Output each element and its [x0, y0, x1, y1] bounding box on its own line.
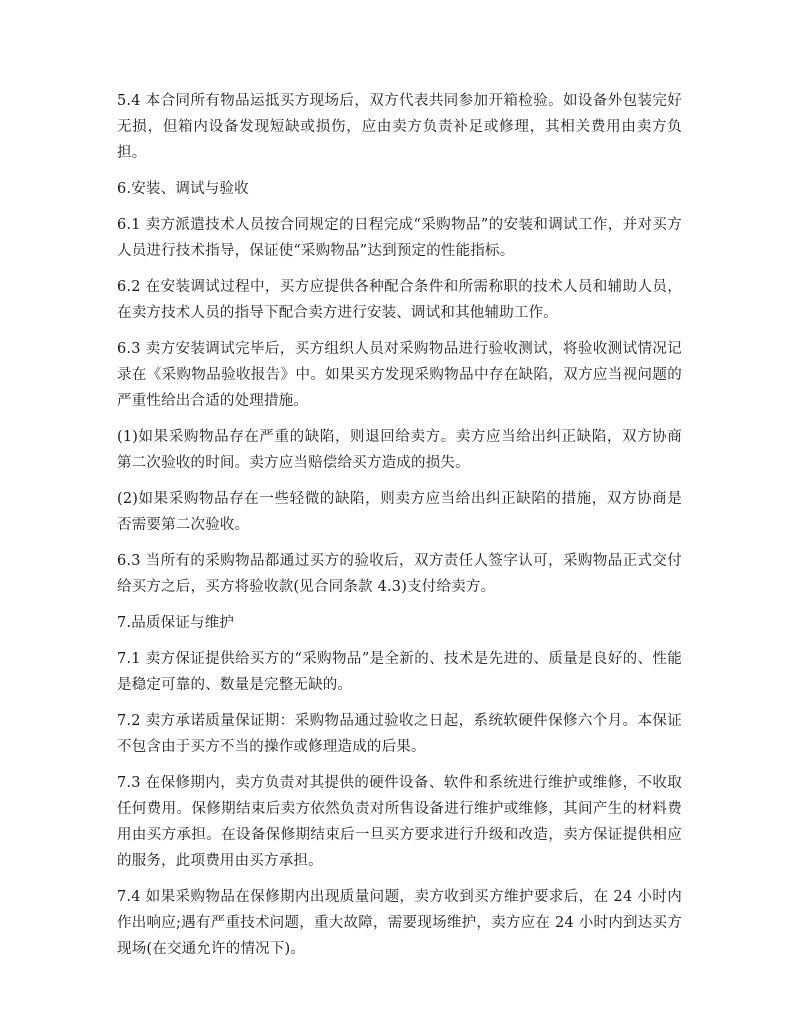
document-page: [117, 88, 682, 972]
clause-6-3-item-1: (1)如果采购物品存在严重的缺陷，则退回给卖方。卖方应当给出纠正缺陷，双方协商第二次验收的时间。卖方应当赔偿给买方造成的损失。: [117, 429, 682, 471]
clause-6-3-item-2: (2)如果采购物品存在一些轻微的缺陷，则卖方应当给出纠正缺陷的措施，双方协商是否需要第二次验收。: [117, 491, 682, 533]
clause-5-4: 5.4 本合同所有物品运抵买方现场后，双方代表共同参加开箱检验。如设备外包装完好无损，但箱内设备发现短缺或损伤，应由卖方负责补足或修理，其相关费用由卖方负担。: [117, 93, 682, 161]
clause-6-3-final: 6.3 当所有的采购物品都通过买方的验收后，双方责任人签字认可，采购物品正式交付给买方之后，买方将验收款(见合同条款 4.3)支付给卖方。: [117, 553, 682, 595]
section-heading-7: 7.品质保证与维护: [117, 615, 235, 631]
clause-7-4: 7.4 如果采购物品在保修期内出现质量问题，卖方收到买方维护要求后，在 24 小时内作出响应;遇有严重技术问题，重大故障，需要现场维护，卖方应在 24 小时内到达买方现场(在交通允许的情况下)。: [117, 889, 682, 957]
clause-7-2: 7.2 卖方承诺质量保证期：采购物品通过验收之日起，系统软硬件保修六个月。本保证不包含由于买方不当的操作或修理造成的后果。: [117, 713, 682, 755]
clause-6-3: 6.3 卖方安装调试完毕后，买方组织人员对采购物品进行验收测试，将验收测试情况记录在《采购物品验收报告》中。如果买方发现采购物品中存在缺陷，双方应当视问题的严重性给出合适的处理措施。: [117, 341, 682, 409]
clause-6-1: 6.1 卖方派遣技术人员按合同规定的日程完成“采购物品”的安装和调试工作，并对买方人员进行技术指导，保证使“采购物品”达到预定的性能指标。: [117, 217, 682, 259]
clause-6-2: 6.2 在安装调试过程中，买方应提供各种配合条件和所需称职的技术人员和辅助人员，在卖方技术人员的指导下配合卖方进行安装、调试和其他辅助工作。: [117, 279, 682, 321]
clause-7-1: 7.1 卖方保证提供给买方的“采购物品”是全新的、技术是先进的、质量是良好的、性能是稳定可靠的、数量是完整无缺的。: [117, 651, 682, 693]
clause-7-3: 7.3 在保修期内，卖方负责对其提供的硬件设备、软件和系统进行维护或维修，不收取任何费用。保修期结束后卖方依然负责对所售设备进行维护或维修，其间产生的材料费用由买方承担。在设备保修期结束后一旦买方要求进行升级和改造，卖方保证提供相应的服务，此项费用由买方承担。: [117, 775, 682, 869]
section-heading-6: 6.安装、调试与验收: [117, 181, 249, 197]
